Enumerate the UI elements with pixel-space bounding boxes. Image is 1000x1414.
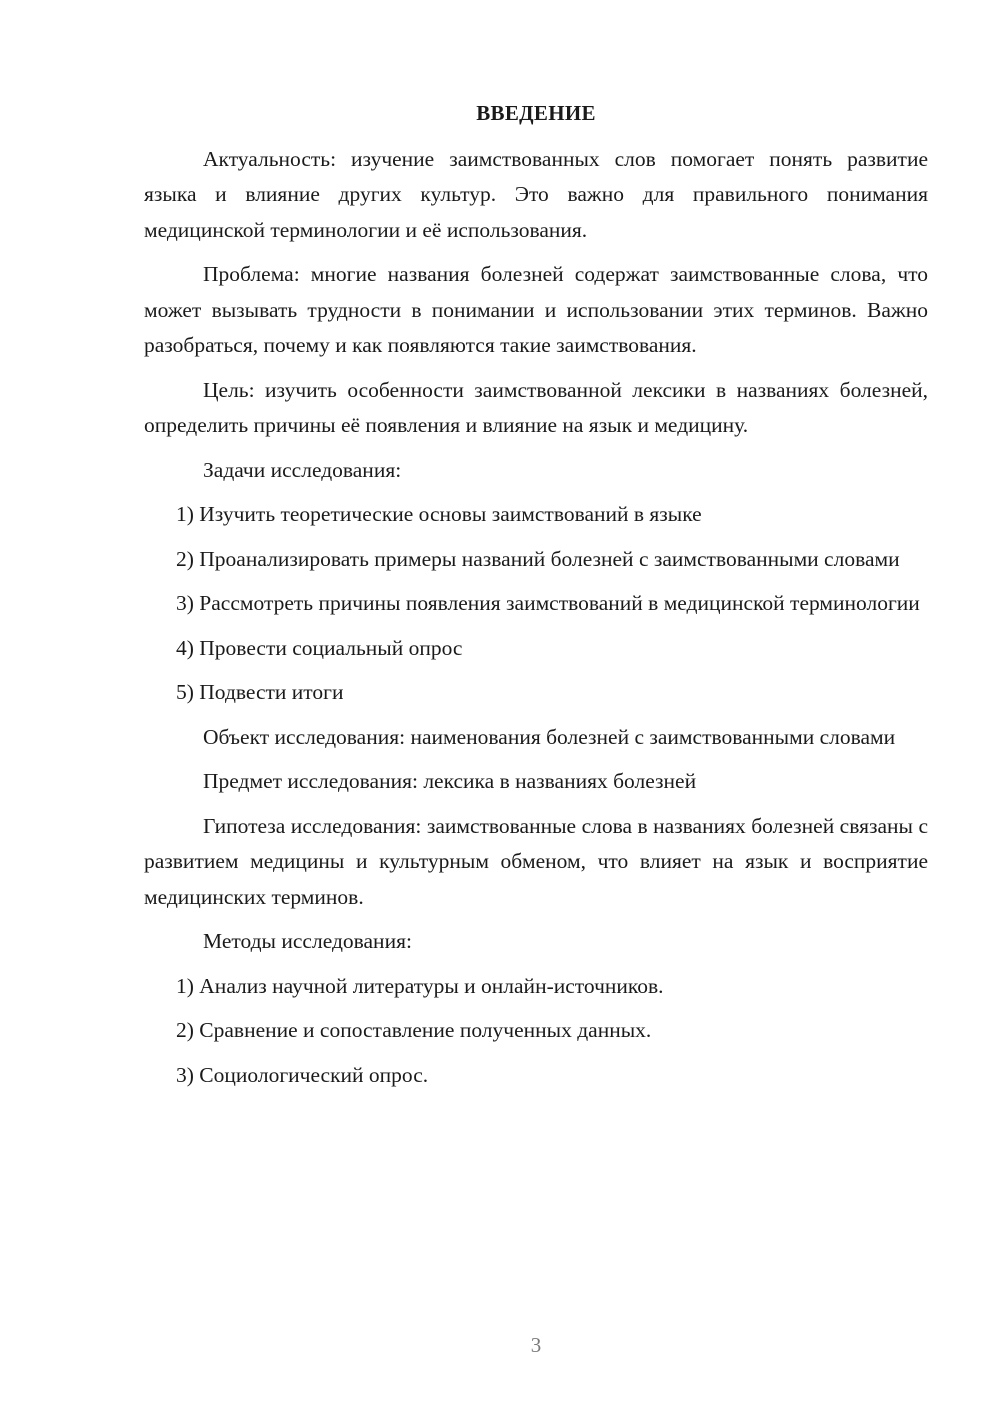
relevance-paragraph: Актуальность: изучение заимствованных слов помогает понять развитие языка и влияние других культур. Это важно для правильного понимания медицинской терминологии и её использования. bbox=[144, 146, 928, 242]
tasks-heading: Задачи исследования: bbox=[203, 457, 402, 482]
page-title: ВВЕДЕНИЕ bbox=[476, 101, 596, 125]
method-item-2: 2) Сравнение и сопоставление полученных данных. bbox=[176, 1018, 652, 1042]
task-item-1: 1) Изучить теоретические основы заимствований в языке bbox=[176, 502, 702, 526]
method-item-3: 3) Социологический опрос. bbox=[176, 1062, 429, 1087]
subject-paragraph: Предмет исследования: лексика в названиях болезней bbox=[203, 769, 697, 793]
hypothesis-paragraph: Гипотеза исследования: заимствованные слова в названиях болезней связаны с развитием медицины и культурным обменом, что влияет на язык и восприятие медицинских терминов. bbox=[144, 813, 928, 909]
methods-heading: Методы исследования: bbox=[203, 929, 412, 953]
task-item-3: 3) Рассмотреть причины появления заимствований в медицинской терминологии bbox=[176, 591, 920, 615]
goal-paragraph: Цель: изучить особенности заимствованной лексики в названиях болезней, определить причины её появления и влияние на язык и медицину. bbox=[144, 377, 928, 437]
page-content bbox=[144, 96, 928, 1102]
page-number: 3 bbox=[530, 1333, 542, 1357]
object-paragraph: Объект исследования: наименования болезней с заимствованными словами bbox=[203, 724, 896, 749]
task-item-2: 2) Проанализировать примеры названий болезней с заимствованными словами bbox=[176, 546, 900, 571]
task-item-5: 5) Подвести итоги bbox=[176, 680, 344, 704]
method-item-1: 1) Анализ научной литературы и онлайн-источников. bbox=[176, 973, 664, 998]
problem-paragraph: Проблема: многие названия болезней содержат заимствованные слова, что может вызывать трудности в понимании и использовании этих терминов. Важно разобраться, почему и как появляются такие заимствования. bbox=[144, 262, 928, 357]
task-item-4: 4) Провести социальный опрос bbox=[176, 635, 463, 660]
